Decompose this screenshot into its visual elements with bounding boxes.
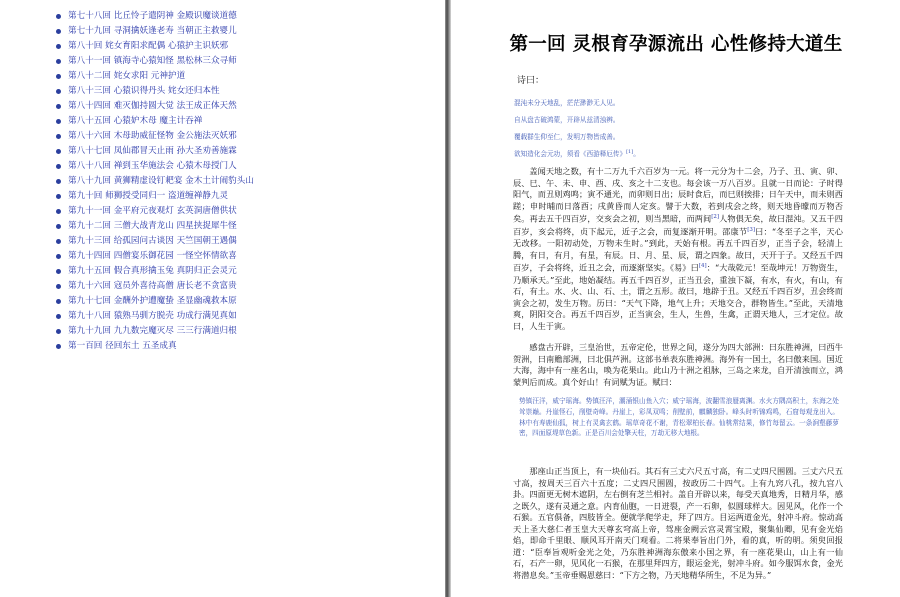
- toc-item[interactable]: [0, 99, 445, 114]
- toc-item[interactable]: [0, 9, 445, 24]
- toc-item[interactable]: [0, 54, 445, 69]
- poem-verse: [514, 148, 640, 158]
- bullet-icon: [56, 269, 61, 274]
- toc-link[interactable]: 第八十三回 心猿识得丹头 姹女还归本性: [68, 86, 220, 96]
- poem-verse-end: 。: [633, 150, 640, 158]
- bullet-icon: [56, 149, 61, 154]
- toc-link[interactable]: 第九十二回 三僧大战青龙山 四星挟捉犀牛怪: [68, 221, 237, 231]
- toc-item[interactable]: [0, 219, 445, 234]
- chapter-title: 第一回 灵根育孕源流出 心性修持大道生: [509, 34, 843, 55]
- footnote-link[interactable]: [1]: [626, 148, 634, 155]
- bullet-icon: [56, 59, 61, 64]
- toc-link[interactable]: 第八十八回 禅到玉华施法会 心猿木母授门人: [68, 161, 237, 171]
- toc-link[interactable]: 第九十五回 假合真形擒玉兔 真阴归正会灵元: [68, 266, 237, 276]
- toc-item[interactable]: [0, 84, 445, 99]
- toc-item[interactable]: [0, 159, 445, 174]
- bullet-icon: [56, 89, 61, 94]
- bullet-icon: [56, 29, 61, 34]
- toc-item[interactable]: [0, 234, 445, 249]
- poem-verse: 自从盘古破鸿蒙，开辟从兹清浊辨。: [514, 116, 620, 124]
- footnote-link[interactable]: [3]: [747, 227, 755, 234]
- paragraph-1: [513, 166, 843, 332]
- poem-verse-text: 欲知造化会元功，须看《西游释厄传》: [514, 150, 627, 158]
- bullet-icon: [56, 344, 61, 349]
- bullet-icon: [56, 119, 61, 124]
- toc-link[interactable]: 第七十八回 比丘怜子遣阴神 金殿识魔谈道德: [68, 11, 237, 21]
- toc-item[interactable]: [0, 144, 445, 159]
- verse-quote: 势镇汪洋，威宁瑶海。势镇汪洋，潮涌银山鱼入穴；威宁瑶海，波翻雪浪蜃离渊。水火方隅高积土，东海之处耸崇巅。丹崖怪石，削壁奇峰。丹崖上，彩凤双鸣；削壁前，麒麟独卧。峰头时听锦鸡鸣，石窟每观龙出入。林中有寿鹿仙狐，树上有灵禽玄鹤。瑶草奇花不谢，青松翠柏长春。仙桃常结果，修竹每留云。一条涧壑藤萝密，四面原堤草色新。正是百川会处擎天柱，万劫无移大地根。: [519, 397, 839, 438]
- bullet-icon: [56, 14, 61, 19]
- bullet-icon: [56, 104, 61, 109]
- bullet-icon: [56, 254, 61, 259]
- toc-link[interactable]: 第九十六回 寇员外喜待高僧 唐长老不贪富贵: [68, 281, 237, 291]
- bullet-icon: [56, 314, 61, 319]
- toc-item[interactable]: [0, 204, 445, 219]
- toc-link[interactable]: 第九十九回 九九数完魔灭尽 三三行满道归根: [68, 326, 237, 336]
- toc-item[interactable]: [0, 264, 445, 279]
- toc-item[interactable]: [0, 129, 445, 144]
- toc-link[interactable]: 第九十四回 四僧宴乐御花园 一怪空怀情欲喜: [68, 251, 237, 261]
- poem-verse: 混沌未分天地乱，茫茫渺渺无人见。: [514, 99, 620, 107]
- toc-link[interactable]: 第八十一回 镇海寺心猿知怪 黑松林三众寻师: [68, 56, 237, 66]
- toc-link[interactable]: 第九十一回 金平府元夜观灯 玄英洞唐僧供状: [68, 206, 237, 216]
- bullet-icon: [56, 239, 61, 244]
- toc-item[interactable]: [0, 114, 445, 129]
- chapter-pane: [451, 0, 900, 597]
- toc-link[interactable]: 第八十九回 黄狮精虚设钉耙宴 金木土计闹豹头山: [68, 176, 254, 186]
- toc-link[interactable]: 第八十六回 木母助威征怪物 金公施法灭妖邪: [68, 131, 237, 141]
- toc-link[interactable]: 第九十七回 金酬外护遭魔蛰 圣显幽魂救本原: [68, 296, 237, 306]
- bullet-icon: [56, 224, 61, 229]
- toc-link[interactable]: 第八十二回 姹女求阳 元神护道: [68, 71, 186, 81]
- toc-item[interactable]: [0, 309, 445, 324]
- toc-link[interactable]: 第九十八回 猿熟马驯方脱壳 功成行满见真如: [68, 311, 237, 321]
- poem-label: 诗曰：: [517, 76, 545, 86]
- toc-item[interactable]: [0, 69, 445, 84]
- bullet-icon: [56, 284, 61, 289]
- toc-link[interactable]: 第八十五回 心猿妒木母 魔主计吞禅: [68, 116, 203, 126]
- paragraph-text: 盖闻天地之数，有十二万九千六百岁为一元。将一元分为十二会，乃子、丑、寅、卯、辰、巳、午、未、申、酉、戌、亥之十二支也。每会该一万八百岁。且就一日而论：子时得阳气，而丑则鸡鸣；寅不通光，而卯则日出；辰时食后，而巳则挨排；日午天中，而未则西蹉；申时晡而日落酉；戌黄昏而人定亥。譬于大数，若到戌会之终，则天地昏曚而万物否矣。再去五千四百岁，交亥会之初，则当黑暗，而两间: [513, 166, 843, 224]
- bullet-icon: [56, 179, 61, 184]
- toc-link[interactable]: 第八十四回 难灭伽持圆大觉 法王成正体天然: [68, 101, 237, 111]
- toc-item[interactable]: [0, 24, 445, 39]
- paragraph-text: 人物俱无矣，故曰混沌。又五千四百岁，亥会将终，贞下起元，近子之会，而复逐渐开明。邵康节: [513, 213, 843, 237]
- toc-item[interactable]: [0, 324, 445, 339]
- toc-link[interactable]: 第九十三回 给孤园问古谈因 天竺国朝王遇偶: [68, 236, 237, 246]
- toc-link[interactable]: 第一百回 径回东土 五圣成真: [68, 341, 177, 351]
- toc-item[interactable]: [0, 339, 445, 354]
- toc-item[interactable]: [0, 294, 445, 309]
- footnote-link[interactable]: [4]: [698, 263, 707, 270]
- footnote-link[interactable]: [2]: [711, 214, 720, 220]
- bullet-icon: [56, 44, 61, 49]
- poem-verse: 覆载群生仰至仁，发明万物皆成善。: [514, 133, 620, 141]
- toc-list: [0, 0, 445, 354]
- toc-link[interactable]: 第八十回 姹女育阳求配偶 心猿护主识妖邪: [68, 41, 229, 51]
- paragraph-2: 感盘古开辟，三皇治世，五帝定伦，世界之间，遂分为四大部洲：曰东胜神洲，曰西牛贺洲，曰南赡部洲，曰北俱芦洲。这部书单表东胜神洲。海外有一国土，名曰傲来国。国近大海，海中有一座名山，唤为花果山。此山乃十洲之祖脉，三岛之来龙，自开清浊而立，鸿蒙判后而成。真个好山！有词赋为证。赋曰：: [513, 342, 843, 387]
- bullet-icon: [56, 194, 61, 199]
- bullet-icon: [56, 164, 61, 169]
- bullet-icon: [56, 209, 61, 214]
- toc-item[interactable]: [0, 39, 445, 54]
- paragraph-text: 曰：“冬至子之半，天心无改移。一阳初动处，万物未生时。”到此，天始有根。再五千四百岁，正当子会，轻清上腾，有日，有月，有星，有辰。日、月、星、辰，谓之四象。故曰，天开于子。又经五千四百岁，子会将终，近丑之会，而逐渐坚实。《易》曰: [513, 226, 843, 274]
- toc-item[interactable]: [0, 279, 445, 294]
- toc-pane: [0, 0, 445, 597]
- paragraph-text: ：“大哉乾元！至哉坤元！万物资生，乃顺承天。”至此，地始凝结。再五千四百岁，正当丑会，重浊下凝，有水，有火，有山，有石，有土。水、火、山、石、土，谓之五形。故曰，地辟于丑。又经五千四百岁，丑会终而寅会之初，发生万物。历曰：“天气下降，地气上升；天地交合，群物皆生。”至此，天清地爽，阴阳交合。再五千四百岁，正当寅会，生人，生兽，生禽，正谓天地人，三才定位。故曰，人生于寅。: [513, 263, 843, 331]
- paragraph-3: 那座山正当顶上，有一块仙石。其石有三丈六尺五寸高，有二丈四尺围圆。三丈六尺五寸高，按周天三百六十五度；二丈四尺围圆，按政历二十四气。上有九窍八孔，按九宫八卦。四面更无树木遮阴，左右倒有芝兰相衬。盖自开辟以来，每受天真地秀，日精月华，感之既久，遂有灵通之意。内育仙胞，一日迸裂，产一石卵，似圆球样大。因见风，化作一个石猴。五官俱备，四肢皆全。便就学爬学走，拜了四方。目运两道金光，射冲斗府。惊动高天上圣大慈仁者玉皇大天尊玄穹高上帝，驾座金阙云宫灵霄宝殿，聚集仙卿，见有金光焰焰，即命千里眼、顺风耳开南天门观看。二将果奉旨出门外，看的真，听的明。须臾回报道：“臣奉旨观听金光之处，乃东胜神洲海东傲来小国之界，有一座花果山，山上有一仙石，石产一卵，见风化一石猴，在那里拜四方，眼运金光，射冲斗府。如今服饵水食，金光将潜息矣。”玉帝垂赐恩慈曰：“下方之物，乃天地精华所生，不足为异。”: [513, 466, 843, 580]
- bullet-icon: [56, 299, 61, 304]
- toc-item[interactable]: [0, 249, 445, 264]
- toc-link[interactable]: 第九十回 师狮授受同归一 盗道缠禅静九灵: [68, 191, 229, 201]
- toc-item[interactable]: [0, 189, 445, 204]
- toc-link[interactable]: 第七十九回 寻洞擒妖逢老寿 当朝正主救婴儿: [68, 26, 237, 36]
- bullet-icon: [56, 329, 61, 334]
- toc-link[interactable]: 第八十七回 凤仙郡冒天止雨 孙大圣劝善施霖: [68, 146, 237, 156]
- toc-item[interactable]: [0, 174, 445, 189]
- bullet-icon: [56, 134, 61, 139]
- bullet-icon: [56, 74, 61, 79]
